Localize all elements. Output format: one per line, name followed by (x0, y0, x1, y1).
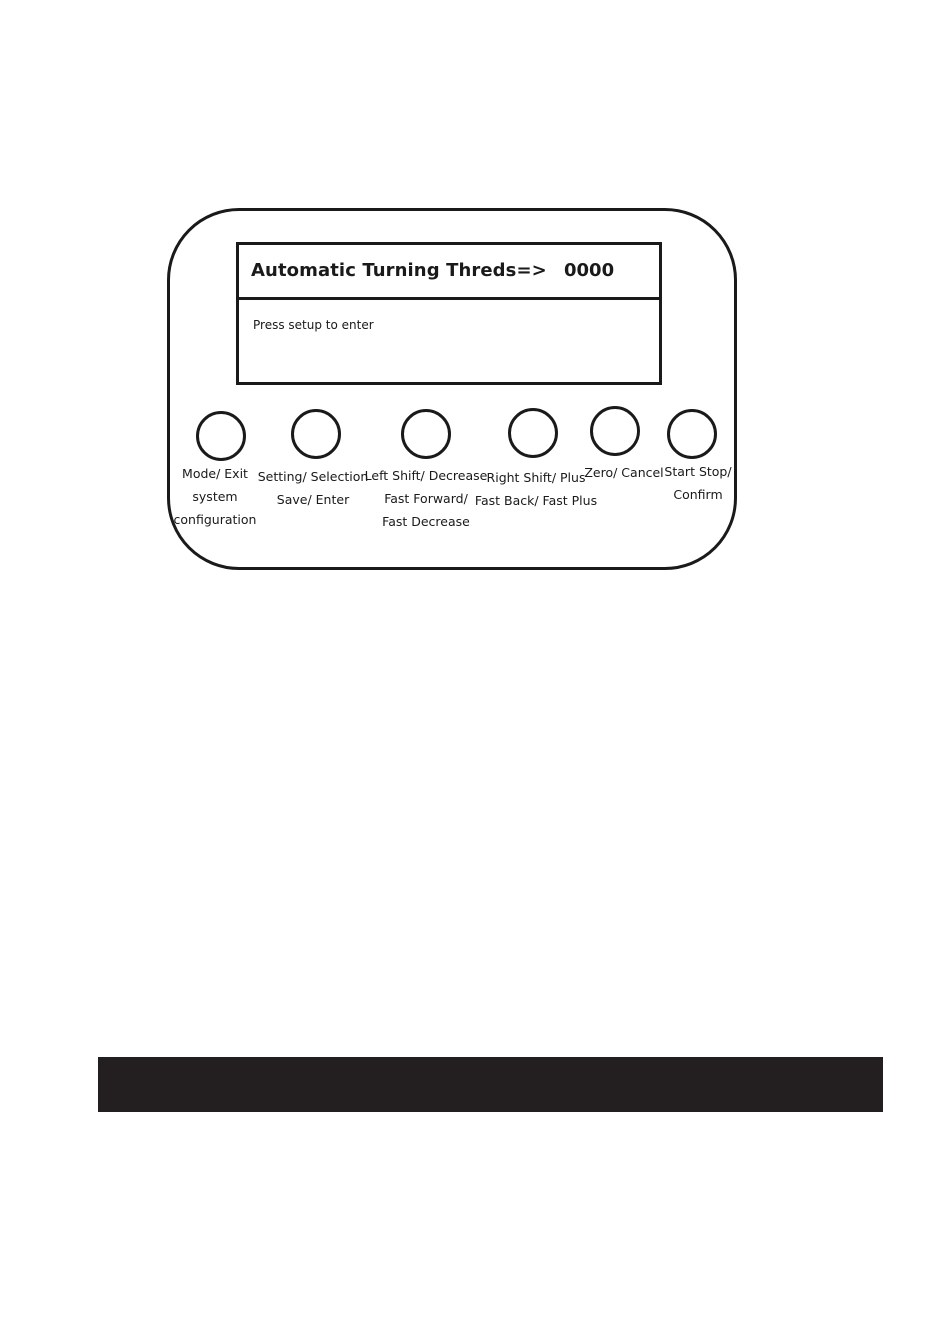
mode-exit-button[interactable] (196, 411, 246, 461)
right-shift-plus-button[interactable] (508, 408, 558, 458)
setting-selection-button[interactable] (291, 409, 341, 459)
left-shift-decrease-label: Left Shift/ Decrease Fast Forward/ Fast Decrease (364, 468, 488, 529)
zero-cancel-label: Zero/ Cancel (584, 465, 664, 480)
mode-exit-label: Mode/ Exit system configuration (173, 466, 257, 527)
start-stop-confirm-button[interactable] (667, 409, 717, 459)
lcd-title: Automatic Turning Threds=> (251, 260, 547, 281)
lcd-message: Press setup to enter (253, 318, 374, 332)
lcd-value: 0000 (564, 260, 615, 281)
setting-selection-label: Setting/ Selection Save/ Enter (257, 469, 369, 507)
start-stop-confirm-label: Start Stop/ Confirm (664, 464, 732, 502)
left-shift-decrease-button[interactable] (401, 409, 451, 459)
lcd-top-row (239, 245, 659, 300)
lcd-display (236, 242, 662, 385)
right-shift-plus-label: Right Shift/ Plus Fast Back/ Fast Plus (474, 470, 598, 508)
footer-bar (98, 1057, 883, 1112)
zero-cancel-button[interactable] (590, 406, 640, 456)
